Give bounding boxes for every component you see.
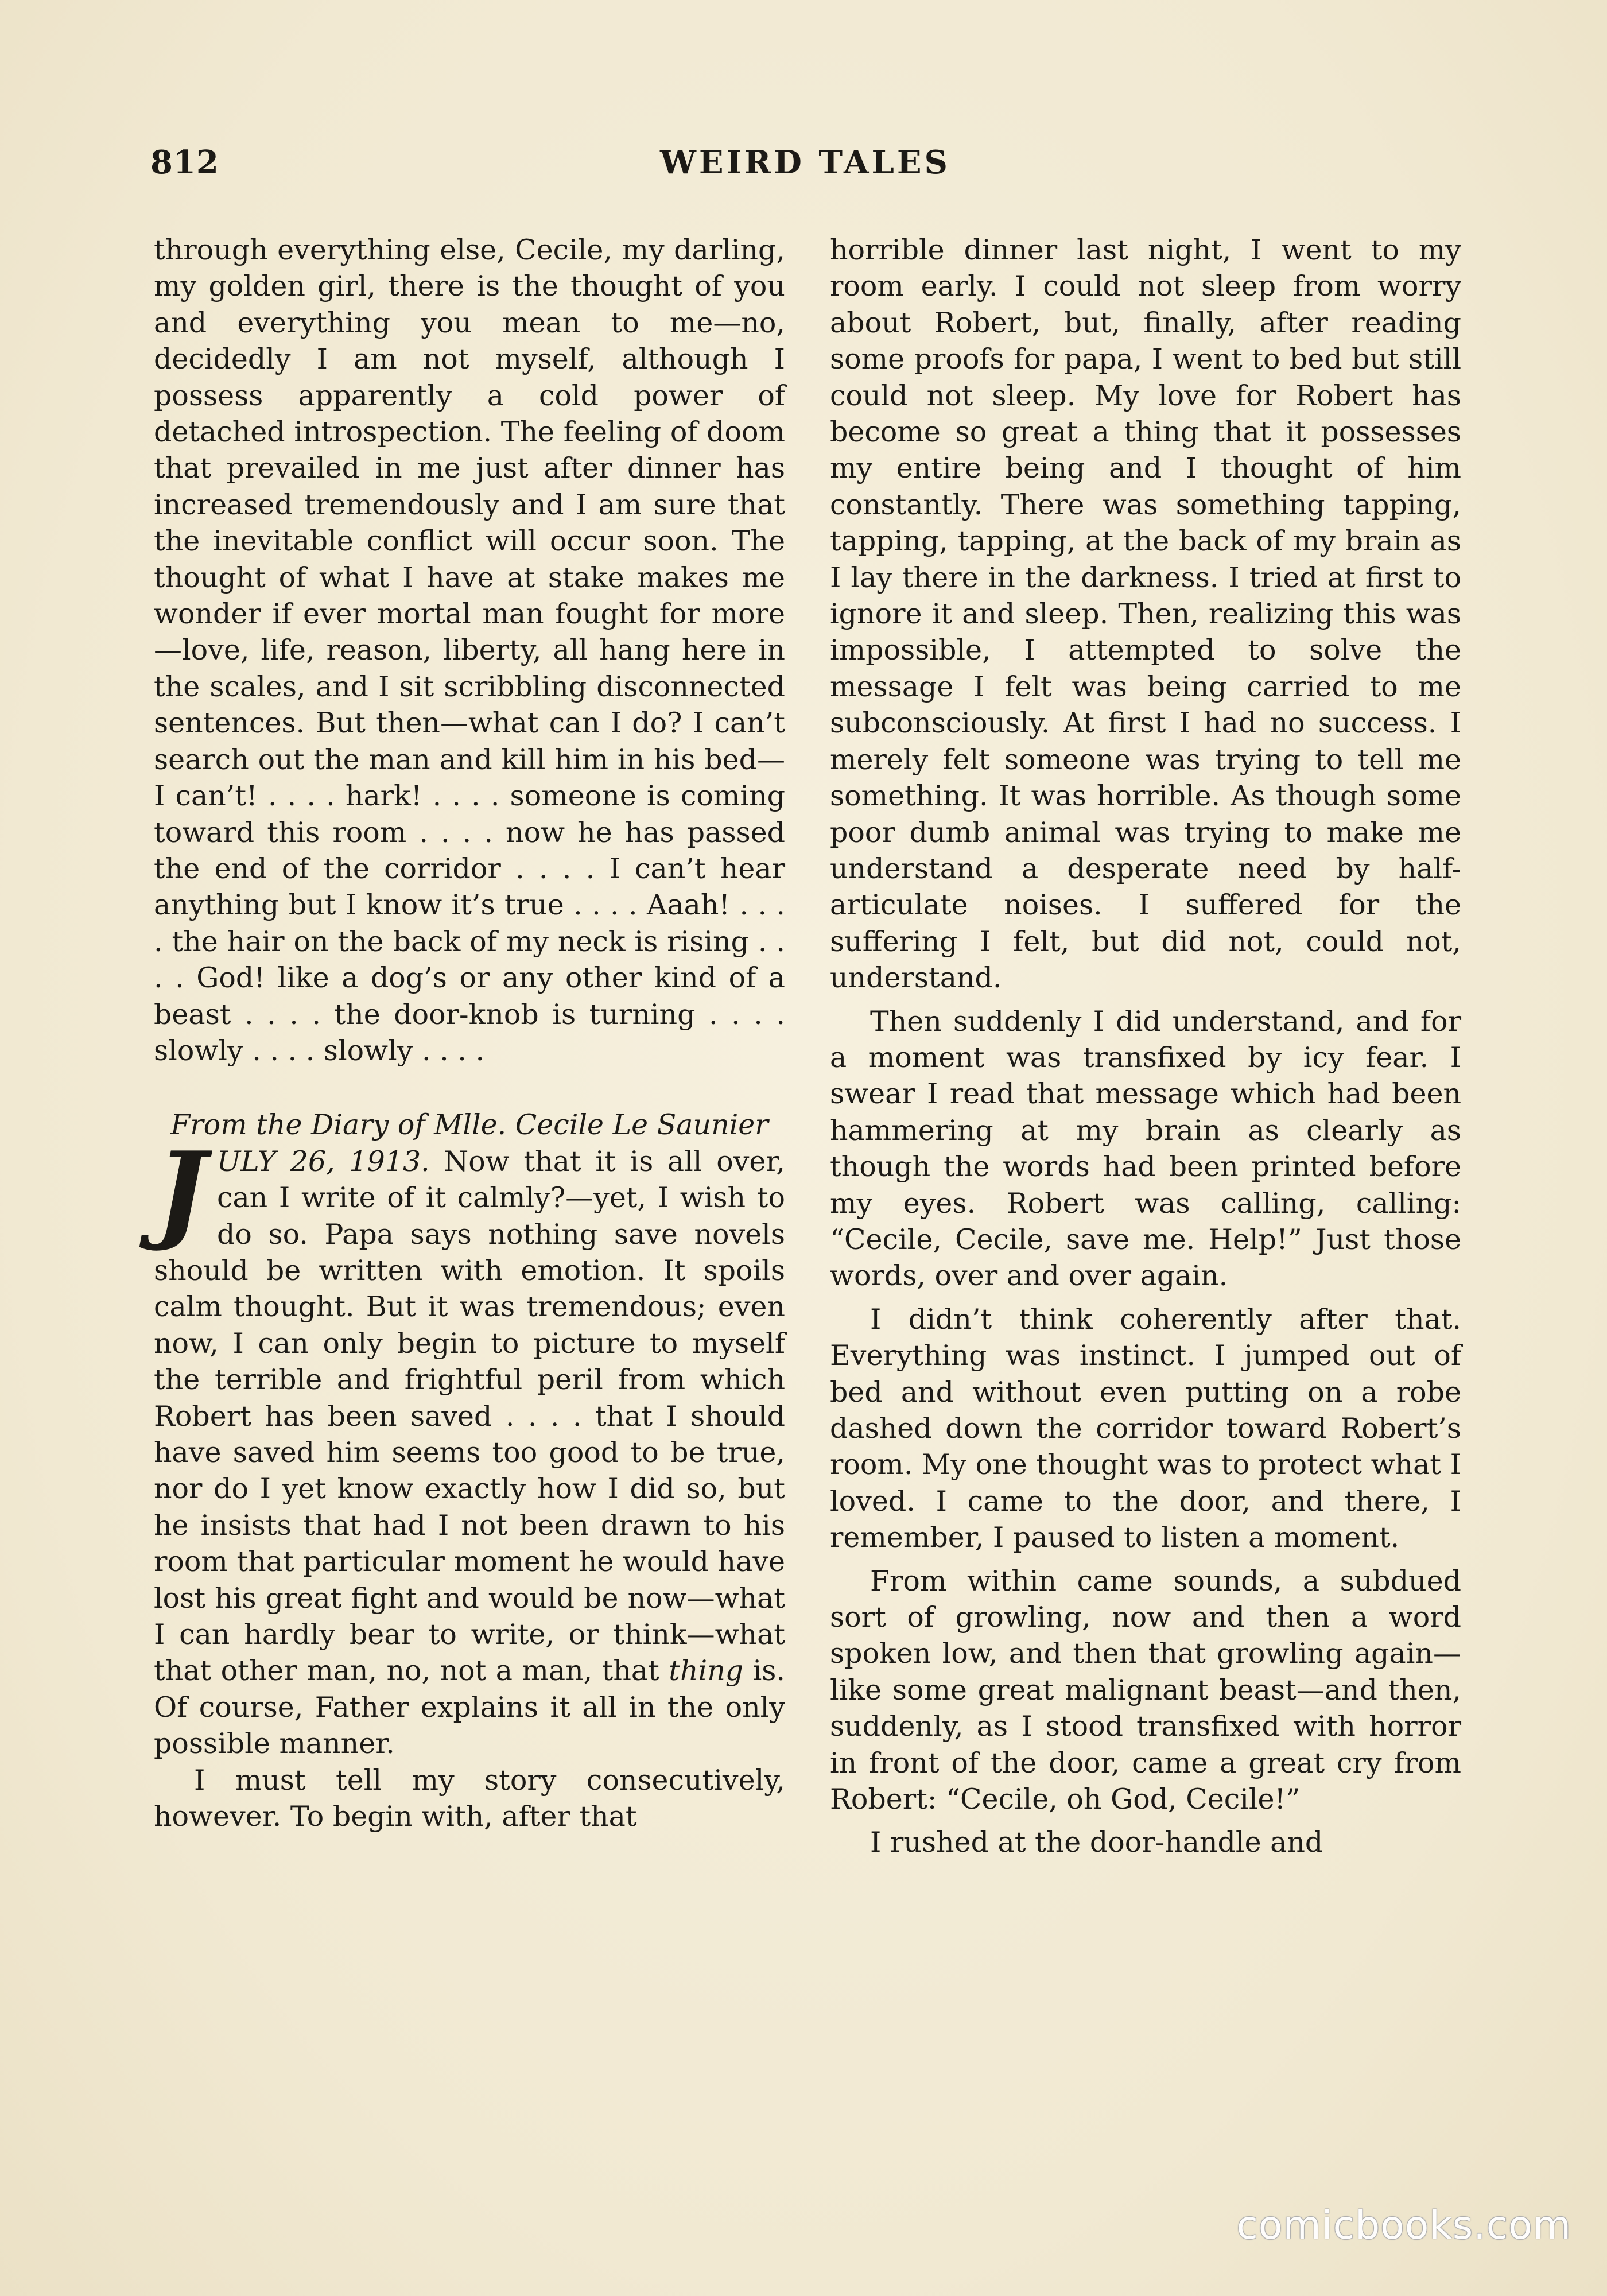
drop-cap-letter: J [156, 1127, 207, 1254]
right-paragraph-3: I didn’t think coherently after that. Everything was instinct. I jumped out of bed and without even putting on a robe dashed down the corridor toward Robert’s room. My one thought was to protect what I loved. I came to the door, and there, I remember, I paused to listen a moment. [830, 1302, 1461, 1554]
left-column [154, 232, 785, 1835]
watermark: comicbooks.com [1236, 2203, 1571, 2248]
diary-heading: From the Diary of Mlle. Cecile Le Saunier [170, 1108, 768, 1142]
running-title: WEIRD TALES [660, 144, 950, 181]
paragraph-2-end: is. Of course, Father explains it all in the only possible manner. [154, 1654, 785, 1760]
right-column [830, 232, 1461, 1861]
right-paragraph-4: From within came sounds, a subdued sort of growling, now and then a word spoken low, and then that growling again—like some great malignant beast—and then, suddenly, as I stood transfixed with horror in front of the door, came a great cry from Robert: “Cecile, oh God, Cecile!” [830, 1564, 1461, 1816]
page-header [150, 144, 1460, 189]
left-paragraph-1: through everything else, Cecile, my darling, my golden girl, there is the thought of you and everything you mean to me—no, decidedly I am not myself, although I possess apparently a cold power of detached introspection. The feeling of doom that prevailed in me just after dinner has increased tremendously and I am sure that the inevitable conflict will occur soon. The thought of what I have at stake makes me wonder if ever mortal man fought for more—love, life, reason, liberty, all hang here in the scales, and I sit scribbling disconnected sentences. But then—what can I do? I can’t search out the man and kill him in his bed—I can’t! . . . . hark! . . . . someone is coming toward this room . . . . now he has passed the end of the corridor . . . . I can’t hear anything but I know it’s true . . . . Aaah! . . . . the hair on the back of my neck is rising . . . . God! like a dog’s or any other kind of a beast . . . . the door-knob is turning . . . . slowly . . . . slowly . . . . [154, 234, 785, 1067]
right-paragraph-2: Then suddenly I did understand, and for a moment was transfixed by icy fear. I swear I read that message which had been hammering at my brain as clearly as though the words had been printed before my eyes. Robert was calling, calling: “Cecile, Cecile, save me. Help!” Just those words, over and over again. [830, 1004, 1461, 1293]
left-paragraph-2 [154, 1127, 785, 1762]
right-paragraph-5: I rushed at the door-handle and [870, 1826, 1323, 1859]
paragraph-2-italic: thing [669, 1654, 744, 1688]
diary-dateline: ULY 26, 1913. [217, 1145, 430, 1178]
page-number: 812 [150, 144, 219, 181]
left-paragraph-3: I must tell my story consecutively, however. To begin with, after that [154, 1763, 785, 1833]
paragraph-2-text: Now that it is all over, can I write of it calmly?—yet, I wish to do so. Papa says nothing save novels should be written with emotion. It spoils calm thought. But it was tremendous; even now, I can only begin to picture to myself the terrible and frightful peril from which Robert has been saved . . . . that I should have saved him seems too good to be true, nor do I yet know exactly how I did so, but he insists that had I not been drawn to his room that particular moment he would have lost his great fight and would be now—what I can hardly bear to write, or think—what that other man, no, not a man, that [154, 1145, 785, 1688]
right-paragraph-1: horrible dinner last night, I went to my room early. I could not sleep from worry about Robert, but, finally, after reading some proofs for papa, I went to bed but still could not sleep. My love for Robert has become so great a thing that it possesses my entire being and I thought of him constantly. There was something tapping, tapping, tapping, at the back of my brain as I lay there in the darkness. I tried at first to ignore it and sleep. Then, realizing this was impossible, I attempted to solve the message I felt was being carried to me subconsciously. At first I had no success. I merely felt someone was trying to tell me something. It was horrible. As though some poor dumb animal was trying to make me understand a desperate need by half-articulate noises. I suffered for the suffering I felt, but did not, could not, understand. [830, 234, 1461, 995]
